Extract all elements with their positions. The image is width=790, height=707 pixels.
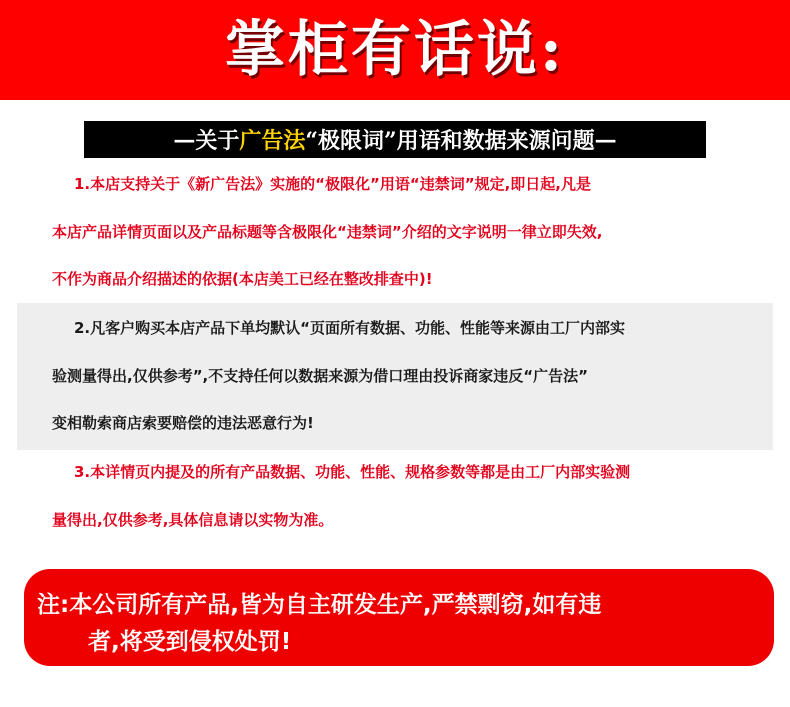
section1-line3: 不作为商品介绍描述的依据(本店美工已经在整改排查中)! (52, 270, 433, 288)
subtitle-part-topic: 用语和数据来源问题 (396, 128, 595, 154)
subtitle-part-about: 关于 (195, 128, 240, 154)
section3-line2: 量得出,仅供参考,具体信息请以实物为准。 (52, 511, 334, 529)
section2-line2: 验测量得出,仅供参考”,不支持任何以数据来源为借口理由投诉商家违反“广告法” (52, 367, 588, 385)
notice-line1: 注:本公司所有产品,皆为自主研发生产,严禁剽窃,如有违 (37, 592, 602, 618)
subtitle-bar (84, 121, 706, 158)
section2-line3: 变相勒索商店索要赔偿的违法恶意行为! (52, 414, 314, 432)
subtitle-dash-left: — (173, 126, 196, 153)
subtitle-part-extreme-words: “极限词” (305, 128, 397, 154)
notice-line2: 者,将受到侵权处罚! (88, 629, 292, 655)
subtitle-dash-right: — (594, 126, 617, 153)
section1-line2: 本店产品详情页面以及产品标题等含极限化“违禁词”介绍的文字说明一律立即失效, (52, 223, 603, 241)
subtitle-part-ad-law: 广告法 (239, 128, 306, 154)
header-banner (0, 0, 790, 100)
page-title: 掌柜有话说: (224, 15, 566, 85)
section2-line1: 2.凡客户购买本店产品下单均默认“页面所有数据、功能、性能等来源由工厂内部实 (74, 319, 625, 337)
section3-line1: 3.本详情页内提及的所有产品数据、功能、性能、规格参数等都是由工厂内部实验测 (74, 463, 631, 481)
section1-line1: 1.本店支持关于《新广告法》实施的“极限化”用语“违禁词”规定,即日起,凡是 (74, 175, 591, 193)
